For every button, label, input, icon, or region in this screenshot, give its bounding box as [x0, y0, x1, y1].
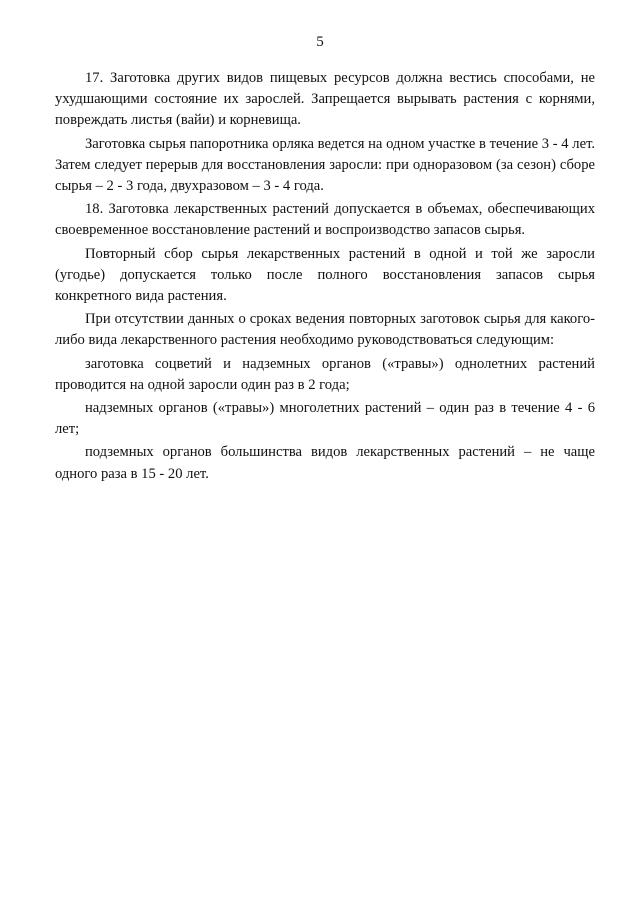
page-number: 5 [316, 34, 324, 50]
paragraph-repeated-harvest: Повторный сбор сырья лекарственных растений в одной и той же заросли (угодье) допускается только после полного восстановления запасов сырья конкретного вида растения. [55, 245, 595, 305]
paragraph-18-medicinal-plants: 18. Заготовка лекарственных растений допускается в объемах, обеспечивающих своевременное восстановление растений и воспроизводство запасов сырья. [55, 201, 595, 239]
paragraph-17-food-resources: 17. Заготовка других видов пищевых ресурсов должна вестись способами, не ухудшающими состояние их зарослей. Запрещается вырывать растения с корнями, повреждать листья (вайи) и корневища. [55, 70, 595, 129]
paragraph-bracken-fern: Заготовка сырья папоротника орляка ведется на одном участке в течение 3 - 4 лет. Затем следует перерыв для восстановления заросли: при одноразовом (за сезон) сборе сырья – 2 - 3 года, двухразовом – 3 - 4 года. [55, 135, 595, 195]
list-item-annual-plants: заготовка соцветий и надземных органов («травы») однолетних растений проводится на одной заросли один раз в 2 года; [55, 355, 595, 393]
list-item-underground-organs: подземных органов большинства видов лекарственных растений – не чаще одного раза в 15 - 20 лет. [55, 444, 595, 482]
document-body [55, 68, 595, 487]
list-item-perennial-plants: надземных органов («травы») многолетних растений – один раз в течение 4 - 6 лет; [55, 400, 595, 438]
paragraph-no-data-guidance: При отсутствии данных о сроках ведения повторных заготовок сырья для какого-либо вида лекарственного растения необходимо руководствоваться следующим: [55, 311, 595, 349]
